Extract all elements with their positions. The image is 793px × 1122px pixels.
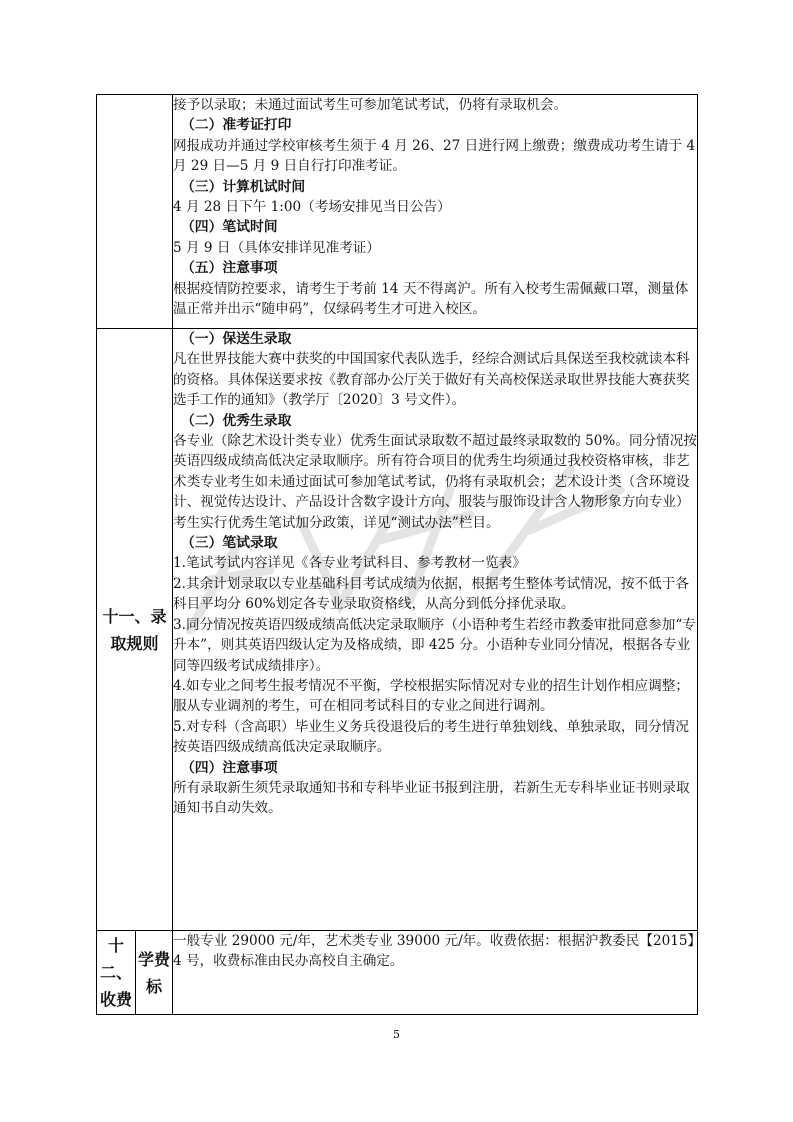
section-11-content (173, 329, 698, 931)
tuition-content (173, 931, 698, 1015)
computer-test-text: 4 月 28 日下午 1:00（考场安排见当日公告） (173, 199, 451, 216)
written-rule-2: 2.其余计划录取以专业基础科目考试成绩为依据，根据考生整体考试情况，按不低于各科目平均分 60%划定各专业录取资格线，从高分到低分择优录取。 (173, 575, 689, 613)
written-test-heading: （四）笔试时间 (181, 219, 278, 236)
admission-rules-table (96, 94, 698, 1015)
recommended-admission-text: 凡在世界技能大赛中获奖的中国国家代表队选手，经综合测试后具保送至我校就读本科的资格。具体保送要求按《教育部办公厅关于做好有关高校保送录取世界技能大赛获奖选手工作的通知》（教学厅〔2020〕3 号文件）。 (173, 351, 690, 409)
excellent-admission-text: 各专业（除艺术设计类专业）优秀生面试录取数不超过最终录取数的 50%。同分情况按英语四级成绩高低决定录取顺序。所有符合项目的优秀生均须通过我校资格审核，非艺术类专业考生如未通过面试可参加笔试考试，仍将有录取机会；艺术设计类（含环境设计、视觉传达设计、产品设计含数字设计方向、服装与服饰设计含人物形象方向专业）考生实行优秀生笔试加分政策，详见“测试办法”栏目。 (173, 433, 697, 531)
written-rule-1: 1.笔试考试内容详见《各专业考试科目、参考教材一览表》 (173, 555, 526, 572)
admit-card-text: 网报成功并通过学校审核考生须于 4 月 26、27 日进行网上缴费；缴费成功考生请于 4 月 29 日—5 月 9 日自行打印准考证。 (173, 137, 696, 175)
notice-heading: （五）注意事项 (181, 260, 278, 277)
section-top-content (173, 95, 698, 329)
section-top-label-cell (97, 95, 173, 329)
written-test-text: 5 月 9 日（具体安排详见准考证） (173, 239, 380, 256)
written-admission-heading: （三）笔试录取 (181, 535, 278, 552)
continuation-text: 接予以录取；未通过面试考生可参加笔试考试，仍将有录取机会。 (173, 97, 568, 113)
recommended-admission-heading: （一）保送生录取 (181, 331, 292, 347)
written-rule-4: 4.如专业之间考生报考情况不平衡，学校根据实际情况对专业的招生计划作相应调整；服从专业调剂的考生，可在相同考试科目的专业之间进行调剂。 (173, 677, 689, 715)
notice-text: 根据疫情防控要求，请考生于考前 14 天不得离沪。所有入校考生需佩戴口罩，测量体温正常并出示“随申码”，仅绿码考生才可进入校区。 (173, 280, 689, 318)
admit-card-heading: （二）准考证打印 (181, 117, 292, 134)
excellent-admission-heading: （二）优秀生录取 (181, 412, 292, 429)
written-rule-5: 5.对专科（含高职）毕业生义务兵役退役后的考生进行单独划线、单独录取，同分情况按英语四级成绩高低决定录取顺序。 (173, 718, 689, 756)
section-12-label: 十二、收费 (97, 931, 136, 1015)
written-rule-3: 3.同分情况按英语四级成绩高低决定录取顺序（小语种考生若经市教委审批同意参加“专升本”，则其英语四级认定为及格成绩，即 425 分。小语种专业同分情况，根据各专业同等四级考试成绩排序）。 (173, 616, 696, 674)
admission-notice-text: 所有录取新生须凭录取通知书和专科毕业证书报到注册，若新生无专科毕业证书则录取通知书自动失效。 (173, 779, 690, 817)
tuition-text: 一般专业 29000 元/年，艺术类专业 39000 元/年。收费依据：根据沪教委民【2015】4 号，收费标准由民办高校自主确定。 (173, 933, 695, 970)
section-11-label: 十一、录取规则 (97, 329, 173, 931)
computer-test-heading: （三）计算机试时间 (181, 178, 306, 195)
page-number: 5 (393, 1028, 400, 1041)
admission-notice-heading: （四）注意事项 (181, 759, 278, 776)
tuition-label: 学费标 (136, 931, 173, 1015)
